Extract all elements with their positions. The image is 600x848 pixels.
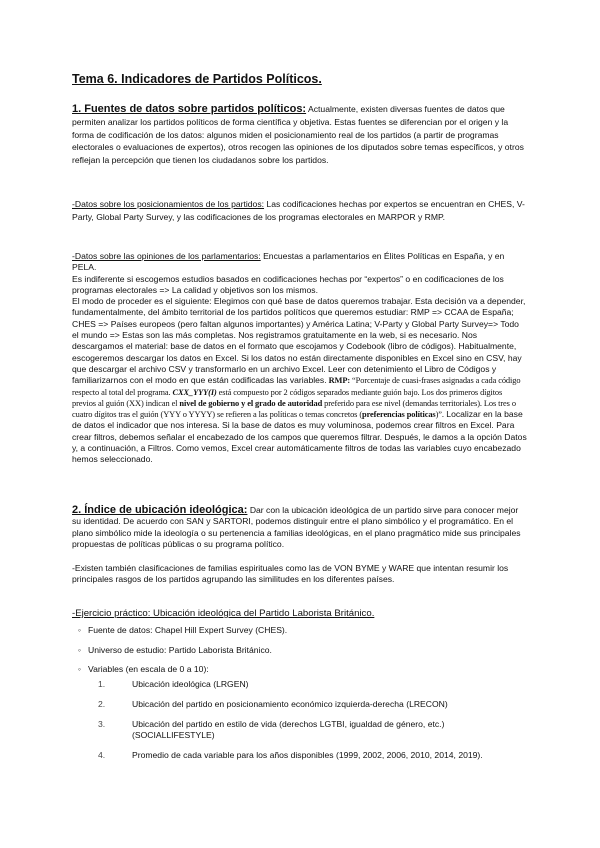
list-item: [72, 750, 528, 761]
list-item-text: Ubicación del partido en estilo de vida (derechos LGTBI, igualdad de género, etc.) (SOCIALLIFESTYLE): [132, 719, 445, 741]
list-item-text: Ubicación ideológica (LRGEN): [132, 679, 249, 690]
code-text: CXX_YYY(I): [172, 387, 217, 397]
item-number: 2.: [98, 699, 106, 710]
section-ejercicio: [72, 608, 528, 770]
bullet-icon: ◦: [78, 644, 82, 655]
list-item-text: Ubicación del partido en posicionamiento económico izquierda-derecha (LRECON): [132, 699, 448, 710]
subheading: -Datos sobre los posicionamientos de los partidos:: [72, 199, 265, 209]
section-text: Dar con la ubicación ideológica de un partido sirve para conocer mejor su identidad. De acuerdo con SAN y SARTORI, podemos distinguir entre el plano simbólico y el programático. En el plano simbólico mide la ideología o su pertenencia a familias ideológicas, en el plano pragmático mide sus principales propuestas de políticas públicas o su programa político.: [72, 505, 521, 549]
quote-bold: preferencias políticas: [362, 410, 436, 420]
page-title: Tema 6. Indicadores de Partidos Políticos.: [72, 72, 322, 86]
numbered-list: [72, 679, 528, 761]
quote-text: )”.: [435, 410, 444, 420]
list-item-text: Universo de estudio: Partido Laborista Británico.: [88, 644, 272, 655]
item-number: 4.: [98, 750, 106, 760]
paragraph-posicionamientos: [72, 198, 528, 224]
quote-bold: nivel de gobierno y el grado de autoridad: [179, 398, 323, 408]
paragraph-text: -Existen también clasificaciones de familias espirituales como las de VON BYME y WARE que intentan resumir los principales rasgos de los partidos agrupando las similitudes en los diferentes países.: [72, 563, 509, 585]
list-item: [72, 645, 528, 656]
subheading: -Datos sobre las opiniones de los parlamentarios:: [72, 251, 261, 261]
paragraph-familias: [72, 563, 528, 586]
quote-text: está compuesto por 2 códigos separados mediante guión bajo. Los dos primeros dígitos previos al guión (XX) indican el: [72, 387, 503, 408]
subheading: -Ejercicio práctico: Ubicación ideológica del Partido Laborista Británico.: [72, 608, 375, 619]
paragraph-opiniones: [72, 251, 528, 466]
list-item: [72, 625, 528, 636]
list-item: [72, 664, 528, 675]
list-item-text: Promedio de cada variable para los años disponibles (1999, 2002, 2006, 2010, 2014, 2019).: [132, 750, 483, 760]
paragraph-text: El modo de proceder es el siguiente: Elegimos con qué base de datos queremos trabajar. Esta decisión va a depender, fundamentalmente, del ámbito territorial de los partidos políticos que queremos estudiar: RMP => CCAA de España; CHES => Países europeos (pero faltan algunos importantes) y América Latina; V-Party y Global Party Survey=> Todo el mundo => Estas son las más completas. Nos registramos gratuitamente en la web, si es necesario. Nos descargamos el material: base de datos en el formato que escojamos y Codebook (libro de códigos). Habitualmente, escogeremos descargar los datos en Excel. Si los datos no están directamente disponibles en Excel sino en CSV, hay que descargar el archivo CSV y transformarlo en un archivo Excel. Leer con detenimiento el Libro de Códigos y familiarizarnos con el modo en que están codificadas las variables.: [72, 296, 526, 386]
rmp-label: RMP:: [326, 376, 351, 386]
bullet-icon: ◦: [78, 664, 82, 675]
section-fuentes: [72, 103, 528, 167]
section-heading: 2. Índice de ubicación ideológica:: [72, 504, 248, 516]
list-item-text: Fuente de datos: Chapel Hill Expert Survey (CHES).: [88, 624, 288, 635]
list-item: [72, 719, 528, 741]
list-item-text: Variables (en escala de 0 a 10):: [88, 664, 209, 675]
paragraph-text: Es indiferente si escogemos estudios basados en codificaciones hechas por “expertos” o en codificaciones de los programas electorales => La calidad y objetivos son los mismos.: [72, 273, 504, 295]
section-text: Actualmente, existen diversas fuentes de datos que permiten analizar los partidos políticos de forma científica y objetiva. Estas fuentes se diferencian por el origen y la forma de codificación de los datos: algunos miden el posicionamiento real de los partidos (a partir de programas electorales o evaluaciones de expertos), otros recogen las opiniones de los diputados sobre temas específicos, y otros reflejan la percepción que tienen los ciudadanos sobre los partidos.: [72, 104, 524, 166]
list-item: [72, 699, 528, 710]
list-item: [72, 679, 528, 690]
section-indice: [72, 505, 528, 550]
rmp-text: “Porcentaje de cuasi-frases asignadas a cada código respecto al total del programa.: [72, 376, 521, 397]
item-number: 3.: [98, 719, 106, 729]
bullet-list: [72, 625, 528, 676]
paragraph-text: Las codificaciones hechas por expertos se encuentran en CHES, V-Party, Global Party Survey, y las codificaciones de los programas electorales en MARPOR y RMP.: [72, 199, 525, 222]
section-heading: 1. Fuentes de datos sobre partidos políticos:: [72, 103, 307, 115]
bullet-icon: ◦: [78, 624, 82, 635]
item-number: 1.: [98, 679, 106, 690]
paragraph-text: Localizar en la base de datos el indicador que nos interesa. Si la base de datos es muy voluminosa, podemos crear filtros en Excel. Para crear filtros, debemos señalar el encabezado de los campos que queremos filtrar. Después, le damos a la opción Datos y, a continuación, a Filtros. Como vemos, Excel crear automáticamente filtros de todas las variables cuyo encabezado hemos seleccionado.: [72, 409, 527, 465]
paragraph-text: Encuestas a parlamentarios en Élites Políticas en España, y en PELA.: [72, 251, 505, 273]
quote-text: preferido para ese nivel (demandas territoriales). Los tres o cuatro dígitos tras el guión (YYY o YYYY) se refieren a las políticas o temas concretos (: [72, 398, 516, 420]
